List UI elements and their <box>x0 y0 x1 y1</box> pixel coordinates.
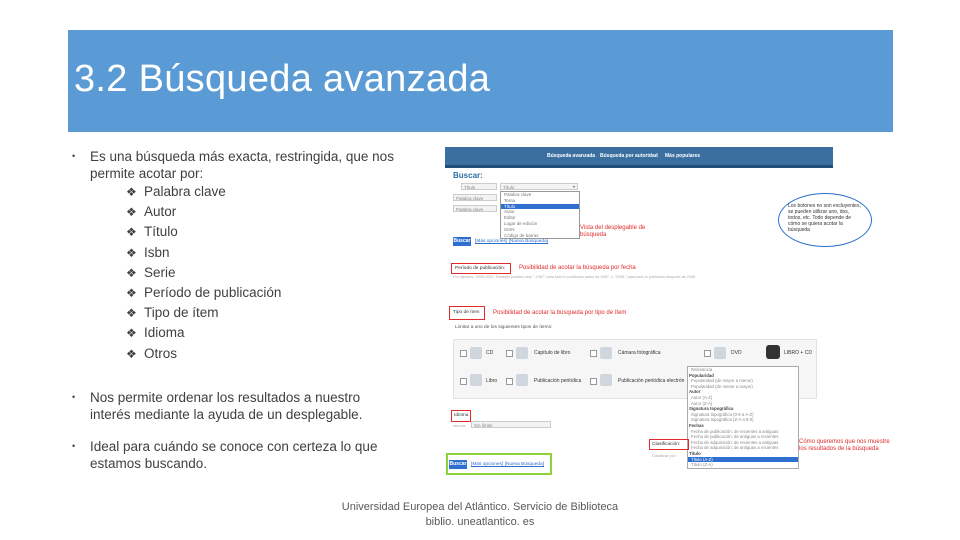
bullet-marker: • <box>72 440 76 451</box>
bullet-2-text: Nos permite ordenar los resultados a nuestro interés mediante la ayuda de un desplegable. <box>90 389 363 422</box>
bullet-2 <box>72 389 390 423</box>
item-type-dvd: DVD <box>731 350 742 356</box>
dropdown-note: Vista del desplegable de búsqueda <box>580 225 646 238</box>
bottom-search-button[interactable]: Buscar <box>449 461 467 467</box>
callout-text: Los botones no son excluyentes, se pueden utilizar uno, dos, todos, etc. Todo depende de cómo se quiera acotar la búsqueda <box>788 203 861 233</box>
item-type-ejournal: Publicación periódica electrón <box>618 378 685 384</box>
item-type-journal: Publicación periódica <box>534 378 582 384</box>
criteria-item: ❖ Idioma <box>126 323 432 343</box>
field-dropdown[interactable] <box>500 191 580 239</box>
item-type-cd: CD <box>486 350 494 356</box>
advanced-search-screenshot <box>445 147 893 477</box>
criteria-item: ❖ Palabra clave <box>126 182 432 202</box>
criteria-item: ❖ Serie <box>126 263 432 283</box>
more-options-link[interactable]: [Más opciones] [Nueva Búsqueda] <box>475 239 549 244</box>
period-note: Posibilidad de acotar la búsqueda por fecha <box>519 265 636 271</box>
diamond-bullet-icon: ❖ <box>126 265 137 280</box>
bullet-3-text: Ideal para cuándo se conoce con certeza lo que estamos buscando. <box>90 438 378 471</box>
journal-icon <box>516 374 528 386</box>
field-option[interactable]: Lugar de edición <box>504 220 538 226</box>
limit-text: Limitar a uno de los siguientes tipos de ítems: <box>455 325 553 330</box>
diamond-bullet-icon: ❖ <box>126 185 137 200</box>
sort-dropdown[interactable] <box>687 366 799 469</box>
sort-group-label: Fechas <box>689 422 704 428</box>
checkbox-camera[interactable] <box>590 350 597 357</box>
checkbox-cd[interactable] <box>460 350 467 357</box>
field-select-title[interactable]: Título <box>500 183 578 190</box>
criteria-item: ❖ Isbn <box>126 243 432 263</box>
criteria-item: ❖ Otros <box>126 344 432 364</box>
diamond-bullet-icon: ❖ <box>126 326 137 341</box>
item-type-camera: Cámara fotográfica <box>618 350 661 356</box>
slide-content <box>72 148 432 472</box>
criteria-item: ❖ Autor <box>126 202 432 222</box>
sort-group-label: Autor <box>689 389 701 395</box>
sort-option[interactable]: Popularidad (de menor a mayor) <box>691 383 753 389</box>
field-select[interactable]: Título <box>461 183 497 190</box>
sort-label: Clasificación: <box>652 442 681 447</box>
language-label: Idioma <box>454 413 469 418</box>
period-hint: Por ejemplo: 1999-2001. También puedes usar "-1987" para todo lo publicado antes de 1987, o "2008-" para todo lo publicado después de 2008. <box>453 275 697 279</box>
ejournal-icon <box>600 374 612 386</box>
sort-option[interactable]: Título (Z-A) <box>691 462 713 468</box>
field-option[interactable]: Editor <box>504 215 516 221</box>
search-heading: Buscar: <box>453 171 483 180</box>
checkbox-book[interactable] <box>460 378 467 385</box>
chevron-down-icon: ▾ <box>573 184 576 189</box>
sort-by-label: Clasificar por: <box>652 453 677 458</box>
criteria-list <box>90 182 432 364</box>
book-cd-icon <box>766 345 780 359</box>
period-label: Período de publicación: <box>455 266 506 271</box>
diamond-bullet-icon: ❖ <box>126 245 137 260</box>
cd-icon <box>470 347 482 359</box>
sort-option[interactable]: Popularidad (de mayor a menor) <box>691 378 753 384</box>
keyword-row-1[interactable]: Palabra clave <box>453 194 497 201</box>
sort-option[interactable]: Autor (A-Z) <box>691 394 713 400</box>
catalog-navbar <box>445 147 833 168</box>
item-type-book-cd: LIBRO + CD <box>784 350 812 356</box>
sort-option[interactable]: Autor (Z-A) <box>691 400 713 406</box>
sort-group-label: Título <box>689 450 701 456</box>
footer-line-1: Universidad Europea del Atlántico. Servicio de Biblioteca <box>341 501 619 513</box>
item-type-chapter: Capítulo de libro <box>534 350 571 356</box>
sort-option[interactable]: Fecha de publicación: de recientes a antiguas <box>691 428 779 434</box>
slide-title: 3.2 Búsqueda avanzada <box>74 58 491 100</box>
criteria-item: ❖ Tipo de ítem <box>126 303 432 323</box>
checkbox-chapter[interactable] <box>506 350 513 357</box>
sort-option[interactable]: Fecha de adquisición: de recientes a antiguas <box>691 439 779 445</box>
camera-icon <box>600 347 612 359</box>
checkbox-journal[interactable] <box>506 378 513 385</box>
sort-option[interactable]: Signatura topográfica (0-9 a A-Z) <box>691 411 754 417</box>
sort-option[interactable]: Fecha de adquisición: de antiguas a recientes <box>691 445 779 451</box>
bullet-1-text: Es una búsqueda más exacta, restringida, que nos permite acotar por: <box>90 149 394 181</box>
sort-group-label: Popularidad <box>689 372 714 378</box>
sort-option[interactable]: Título (A-Z) <box>688 457 798 463</box>
language-sub: Idioma: <box>453 423 467 428</box>
item-type-book: Libro <box>486 378 498 384</box>
search-button[interactable]: Buscar <box>453 238 471 244</box>
diamond-bullet-icon: ❖ <box>126 225 137 240</box>
field-option[interactable]: Palabra clave <box>504 192 532 197</box>
chapter-icon <box>516 347 528 359</box>
criteria-item: ❖ Período de publicación <box>126 283 432 303</box>
diamond-bullet-icon: ❖ <box>126 205 137 220</box>
item-type-label: Tipo de ítem <box>453 310 480 315</box>
criteria-item: ❖ Título <box>126 222 432 242</box>
field-option[interactable]: ISSN <box>504 226 515 232</box>
bullet-1 <box>72 148 432 364</box>
field-option[interactable]: Tema <box>504 197 516 203</box>
footer-line-2: biblio. uneatlantico. es <box>425 516 535 528</box>
item-type-note: Posibilidad de acotar la búsqueda por tipo de ítem <box>493 310 627 316</box>
checkbox-dvd[interactable] <box>704 350 711 357</box>
sort-option[interactable]: Signatura topográfica (Z-A a 9-0) <box>691 417 754 423</box>
sort-option[interactable]: Relevancia <box>691 367 713 372</box>
book-icon <box>470 374 482 386</box>
sort-note: Cómo queremos que nos muestre los resultados de la búsqueda <box>799 439 890 452</box>
diamond-bullet-icon: ❖ <box>126 306 137 321</box>
keyword-row-2[interactable]: Palabra clave <box>453 205 497 212</box>
sort-option[interactable]: Fecha de publicación: de antiguas a recientes <box>691 434 779 440</box>
nav-most-popular[interactable]: Más populares <box>665 153 701 159</box>
dvd-icon <box>714 347 726 359</box>
field-option[interactable]: Título <box>501 204 579 210</box>
sort-group-label: Signatura topográfica <box>689 406 734 412</box>
footer <box>320 500 640 530</box>
checkbox-ejournal[interactable] <box>590 378 597 385</box>
language-select[interactable]: Sin límite <box>471 421 551 428</box>
field-option[interactable]: Autor <box>504 209 515 215</box>
nav-advanced-search[interactable]: Búsqueda avanzada <box>547 153 596 159</box>
diamond-bullet-icon: ❖ <box>126 286 137 301</box>
bullet-3 <box>72 438 410 472</box>
field-option[interactable]: Código de barras <box>504 232 539 238</box>
bottom-links[interactable]: [Más opciones] [Nueva Búsqueda] <box>471 462 545 467</box>
nav-authority-search[interactable]: Búsqueda por autoridad <box>600 153 658 159</box>
diamond-bullet-icon: ❖ <box>126 346 137 361</box>
bullet-marker: • <box>72 151 76 161</box>
title-band <box>68 30 893 132</box>
bullet-marker: • <box>72 391 76 402</box>
